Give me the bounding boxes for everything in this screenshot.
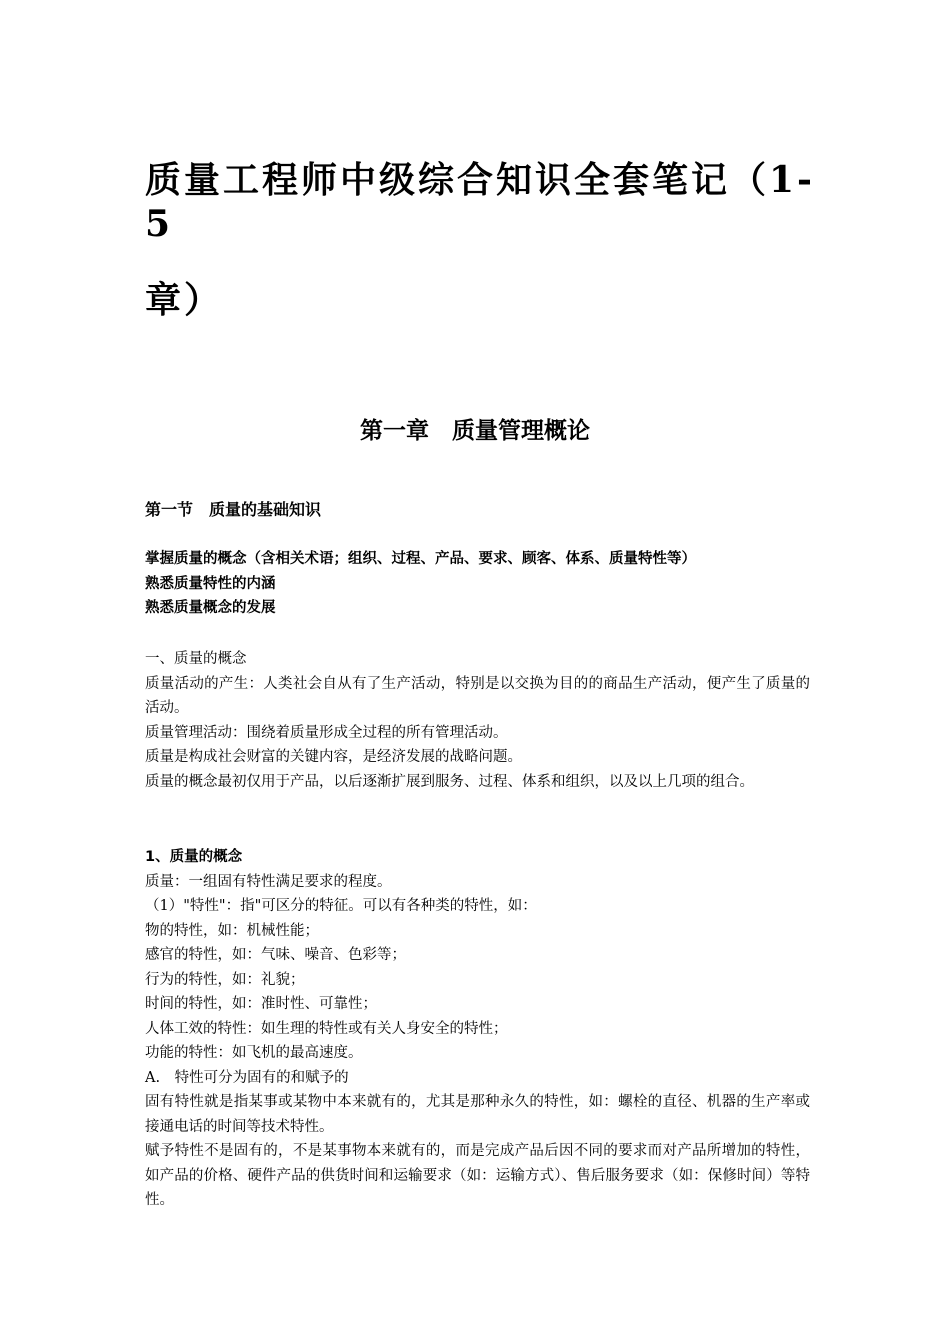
concept-heading: 1、质量的概念 [145,849,243,865]
body-paragraph: 行为的特性，如：礼貌； [145,971,305,988]
body-paragraph: 感官的特性，如：气味、噪音、色彩等； [145,947,406,963]
body-paragraph: 质量：一组固有特性满足要求的程度。 [145,873,392,890]
body-paragraph: 物的特性，如：机械性能； [145,922,319,939]
body-paragraph: 时间的特性，如：准时性、可靠性； [145,996,377,1012]
chapter-title: 第一章 质量管理概论 [360,418,590,444]
requirement-item: 熟悉质量特性的内涵 [145,575,276,592]
body-paragraph: 人体工效的特性：如生理的特性或有关人身安全的特性； [145,1020,508,1037]
concept-section [145,845,810,1213]
body-paragraph: A. 特性可分为固有的和赋予的 [145,1069,349,1086]
body-paragraph: 质量活动的产生：人类社会自从有了生产活动，特别是以交换为目的的商品生产活动，便产生了质量的活动。 [145,675,810,716]
intro-section [145,647,810,794]
section-title: 第一节 质量的基础知识 [145,500,322,519]
body-paragraph: 质量是构成社会财富的关键内容，是经济发展的战略问题。 [145,749,522,765]
requirement-item: 掌握质量的概念（含相关术语；组织、过程、产品、要求、顾客、体系、质量特性等） [145,551,696,567]
body-paragraph: 赋予特性不是固有的，不是某事物本来就有的，而是完成产品后因不同的要求而对产品所增加的特性，如产品的价格、硬件产品的供货时间和运输要求（如：运输方式）、售后服务要求（如：保修时间）等特性。 [145,1143,810,1208]
requirement-item: 熟悉质量概念的发展 [145,600,276,616]
document-title-line-1: 质量工程师中级综合知识全套笔记（1-5 [145,159,815,245]
intro-heading: 一、质量的概念 [145,651,247,667]
body-paragraph: 质量的概念最初仅用于产品，以后逐渐扩展到服务、过程、体系和组织，以及以上几项的组合。 [145,773,754,790]
document-title-line-2: 章） [145,279,224,321]
learning-requirements [145,547,815,621]
body-paragraph: （1）"特性"：指"可区分的特征。可以有各种类的特性，如： [145,898,537,914]
body-paragraph: 功能的特性：如飞机的最高速度。 [145,1045,363,1061]
body-paragraph: 固有特性就是指某事或某物中本来就有的，尤其是那种永久的特性，如：螺栓的直径、机器的生产率或接通电话的时间等技术特性。 [145,1094,810,1135]
body-paragraph: 质量管理活动：围绕着质量形成全过程的所有管理活动。 [145,724,508,741]
